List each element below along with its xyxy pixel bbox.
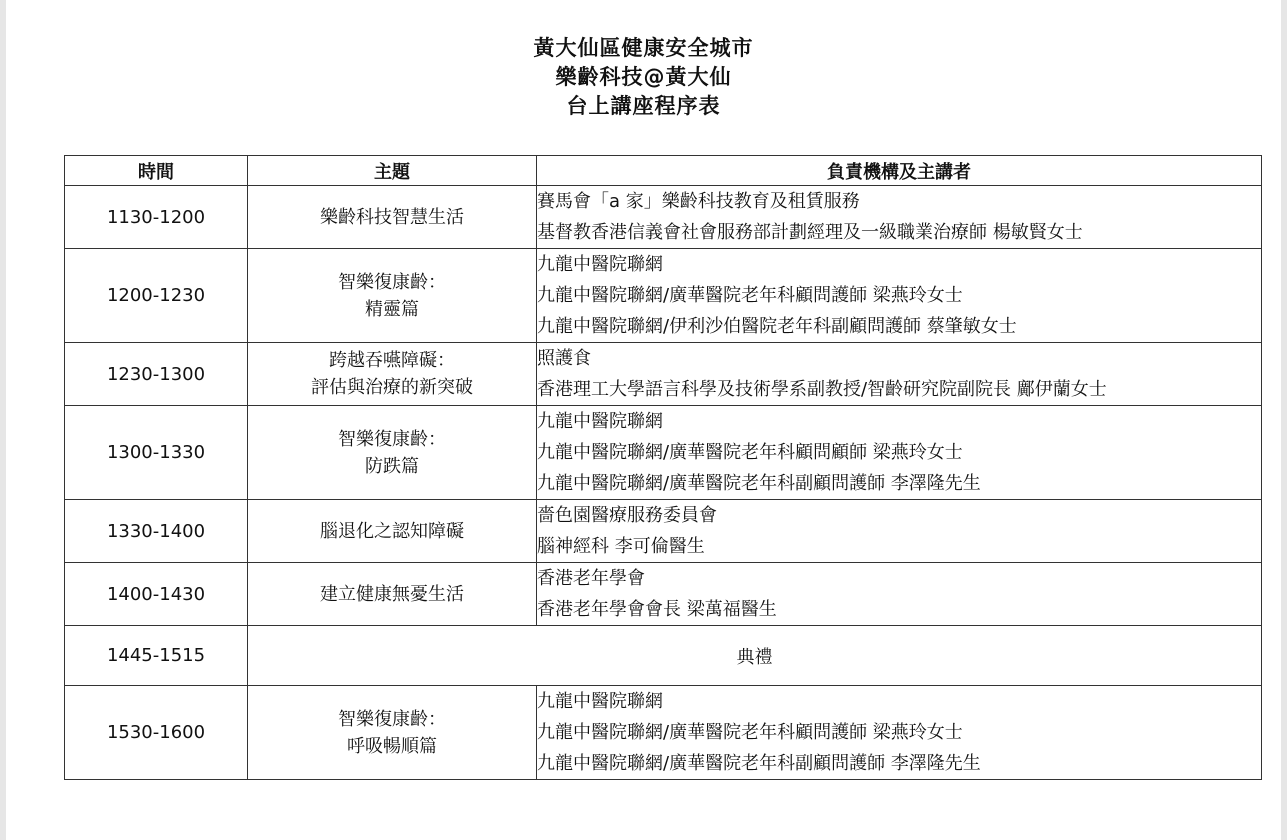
organizer-cell xyxy=(537,343,1262,406)
time-cell: 1530-1600 xyxy=(65,686,248,780)
organizer-line: 嗇色園醫療服務委員會 xyxy=(537,505,717,526)
title-line-district: 黃大仙區健康安全城市 xyxy=(533,36,754,60)
organizer-line: 九龍中醫院聯網/伊利沙伯醫院老年科副顧問護師 蔡肇敏女士 xyxy=(537,316,1017,337)
topic-line: 智樂復康齡： xyxy=(338,271,446,293)
column-header-topic: 主題 xyxy=(248,156,537,186)
table-row xyxy=(65,686,1262,780)
topic-cell xyxy=(248,500,537,563)
table-row xyxy=(65,249,1262,343)
organizer-cell xyxy=(537,186,1262,249)
topic-cell xyxy=(248,343,537,406)
organizer-line: 香港老年學會 xyxy=(537,568,645,589)
table-header-row xyxy=(65,156,1262,186)
organizer-line: 照護食 xyxy=(537,348,591,369)
topic-line: 防跌篇 xyxy=(365,455,419,477)
organizer-cell xyxy=(537,500,1262,563)
table-row xyxy=(65,500,1262,563)
organizer-line: 九龍中醫院聯網/廣華醫院老年科顧問護師 梁燕玲女士 xyxy=(537,285,963,306)
table-row xyxy=(65,626,1262,686)
ceremony-cell: 典禮 xyxy=(248,626,1262,686)
topic-line: 精靈篇 xyxy=(365,298,419,320)
time-cell: 1300-1330 xyxy=(65,406,248,500)
time-cell: 1330-1400 xyxy=(65,500,248,563)
table-row xyxy=(65,186,1262,249)
document-title xyxy=(6,34,1281,121)
topic-line: 腦退化之認知障礙 xyxy=(320,520,464,542)
topic-line: 智樂復康齡： xyxy=(338,428,446,450)
organizer-line: 九龍中醫院聯網/廣華醫院老年科顧問顧師 梁燕玲女士 xyxy=(537,442,963,463)
organizer-line: 九龍中醫院聯網 xyxy=(537,691,663,712)
organizer-cell xyxy=(537,249,1262,343)
topic-line: 建立健康無憂生活 xyxy=(320,583,464,605)
time-cell: 1130-1200 xyxy=(65,186,248,249)
topic-line: 呼吸暢順篇 xyxy=(347,735,437,757)
organizer-cell xyxy=(537,563,1262,626)
column-header-time: 時間 xyxy=(65,156,248,186)
document-page xyxy=(6,0,1281,840)
topic-cell xyxy=(248,406,537,500)
table-row xyxy=(65,343,1262,406)
organizer-line: 九龍中醫院聯網/廣華醫院老年科副顧問護師 李澤隆先生 xyxy=(537,753,981,774)
topic-line: 跨越吞嚥障礙： xyxy=(329,350,455,371)
organizer-line: 九龍中醫院聯網/廣華醫院老年科顧問護師 梁燕玲女士 xyxy=(537,722,963,743)
organizer-line: 九龍中醫院聯網 xyxy=(537,411,663,432)
time-cell: 1230-1300 xyxy=(65,343,248,406)
title-line-event: 樂齡科技@黃大仙 xyxy=(555,65,732,89)
organizer-line: 腦神經科 李可倫醫生 xyxy=(537,536,705,557)
organizer-line: 賽馬會「a 家」樂齡科技教育及租賃服務 xyxy=(537,191,860,212)
title-line-program: 台上講座程序表 xyxy=(566,94,721,118)
topic-cell xyxy=(248,186,537,249)
organizer-cell xyxy=(537,406,1262,500)
topic-line: 樂齡科技智慧生活 xyxy=(320,206,464,228)
organizer-line: 香港理工大學語言科學及技術學系副教授/智齡研究院副院長 鄺伊蘭女士 xyxy=(537,379,1107,400)
organizer-line: 九龍中醫院聯網/廣華醫院老年科副顧問護師 李澤隆先生 xyxy=(537,473,981,494)
topic-cell xyxy=(248,686,537,780)
topic-line: 智樂復康齡： xyxy=(338,708,446,730)
time-cell: 1200-1230 xyxy=(65,249,248,343)
column-header-organizer: 負責機構及主講者 xyxy=(537,156,1262,186)
table-row xyxy=(65,563,1262,626)
organizer-line: 九龍中醫院聯網 xyxy=(537,254,663,275)
schedule-table xyxy=(64,155,1262,780)
organizer-cell xyxy=(537,686,1262,780)
time-cell: 1445-1515 xyxy=(65,626,248,686)
topic-cell xyxy=(248,563,537,626)
time-cell: 1400-1430 xyxy=(65,563,248,626)
organizer-line: 基督教香港信義會社會服務部計劃經理及一級職業治療師 楊敏賢女士 xyxy=(537,222,1083,243)
table-row xyxy=(65,406,1262,500)
topic-cell xyxy=(248,249,537,343)
organizer-line: 香港老年學會會長 梁萬福醫生 xyxy=(537,599,777,620)
topic-line: 評估與治療的新突破 xyxy=(311,377,473,398)
